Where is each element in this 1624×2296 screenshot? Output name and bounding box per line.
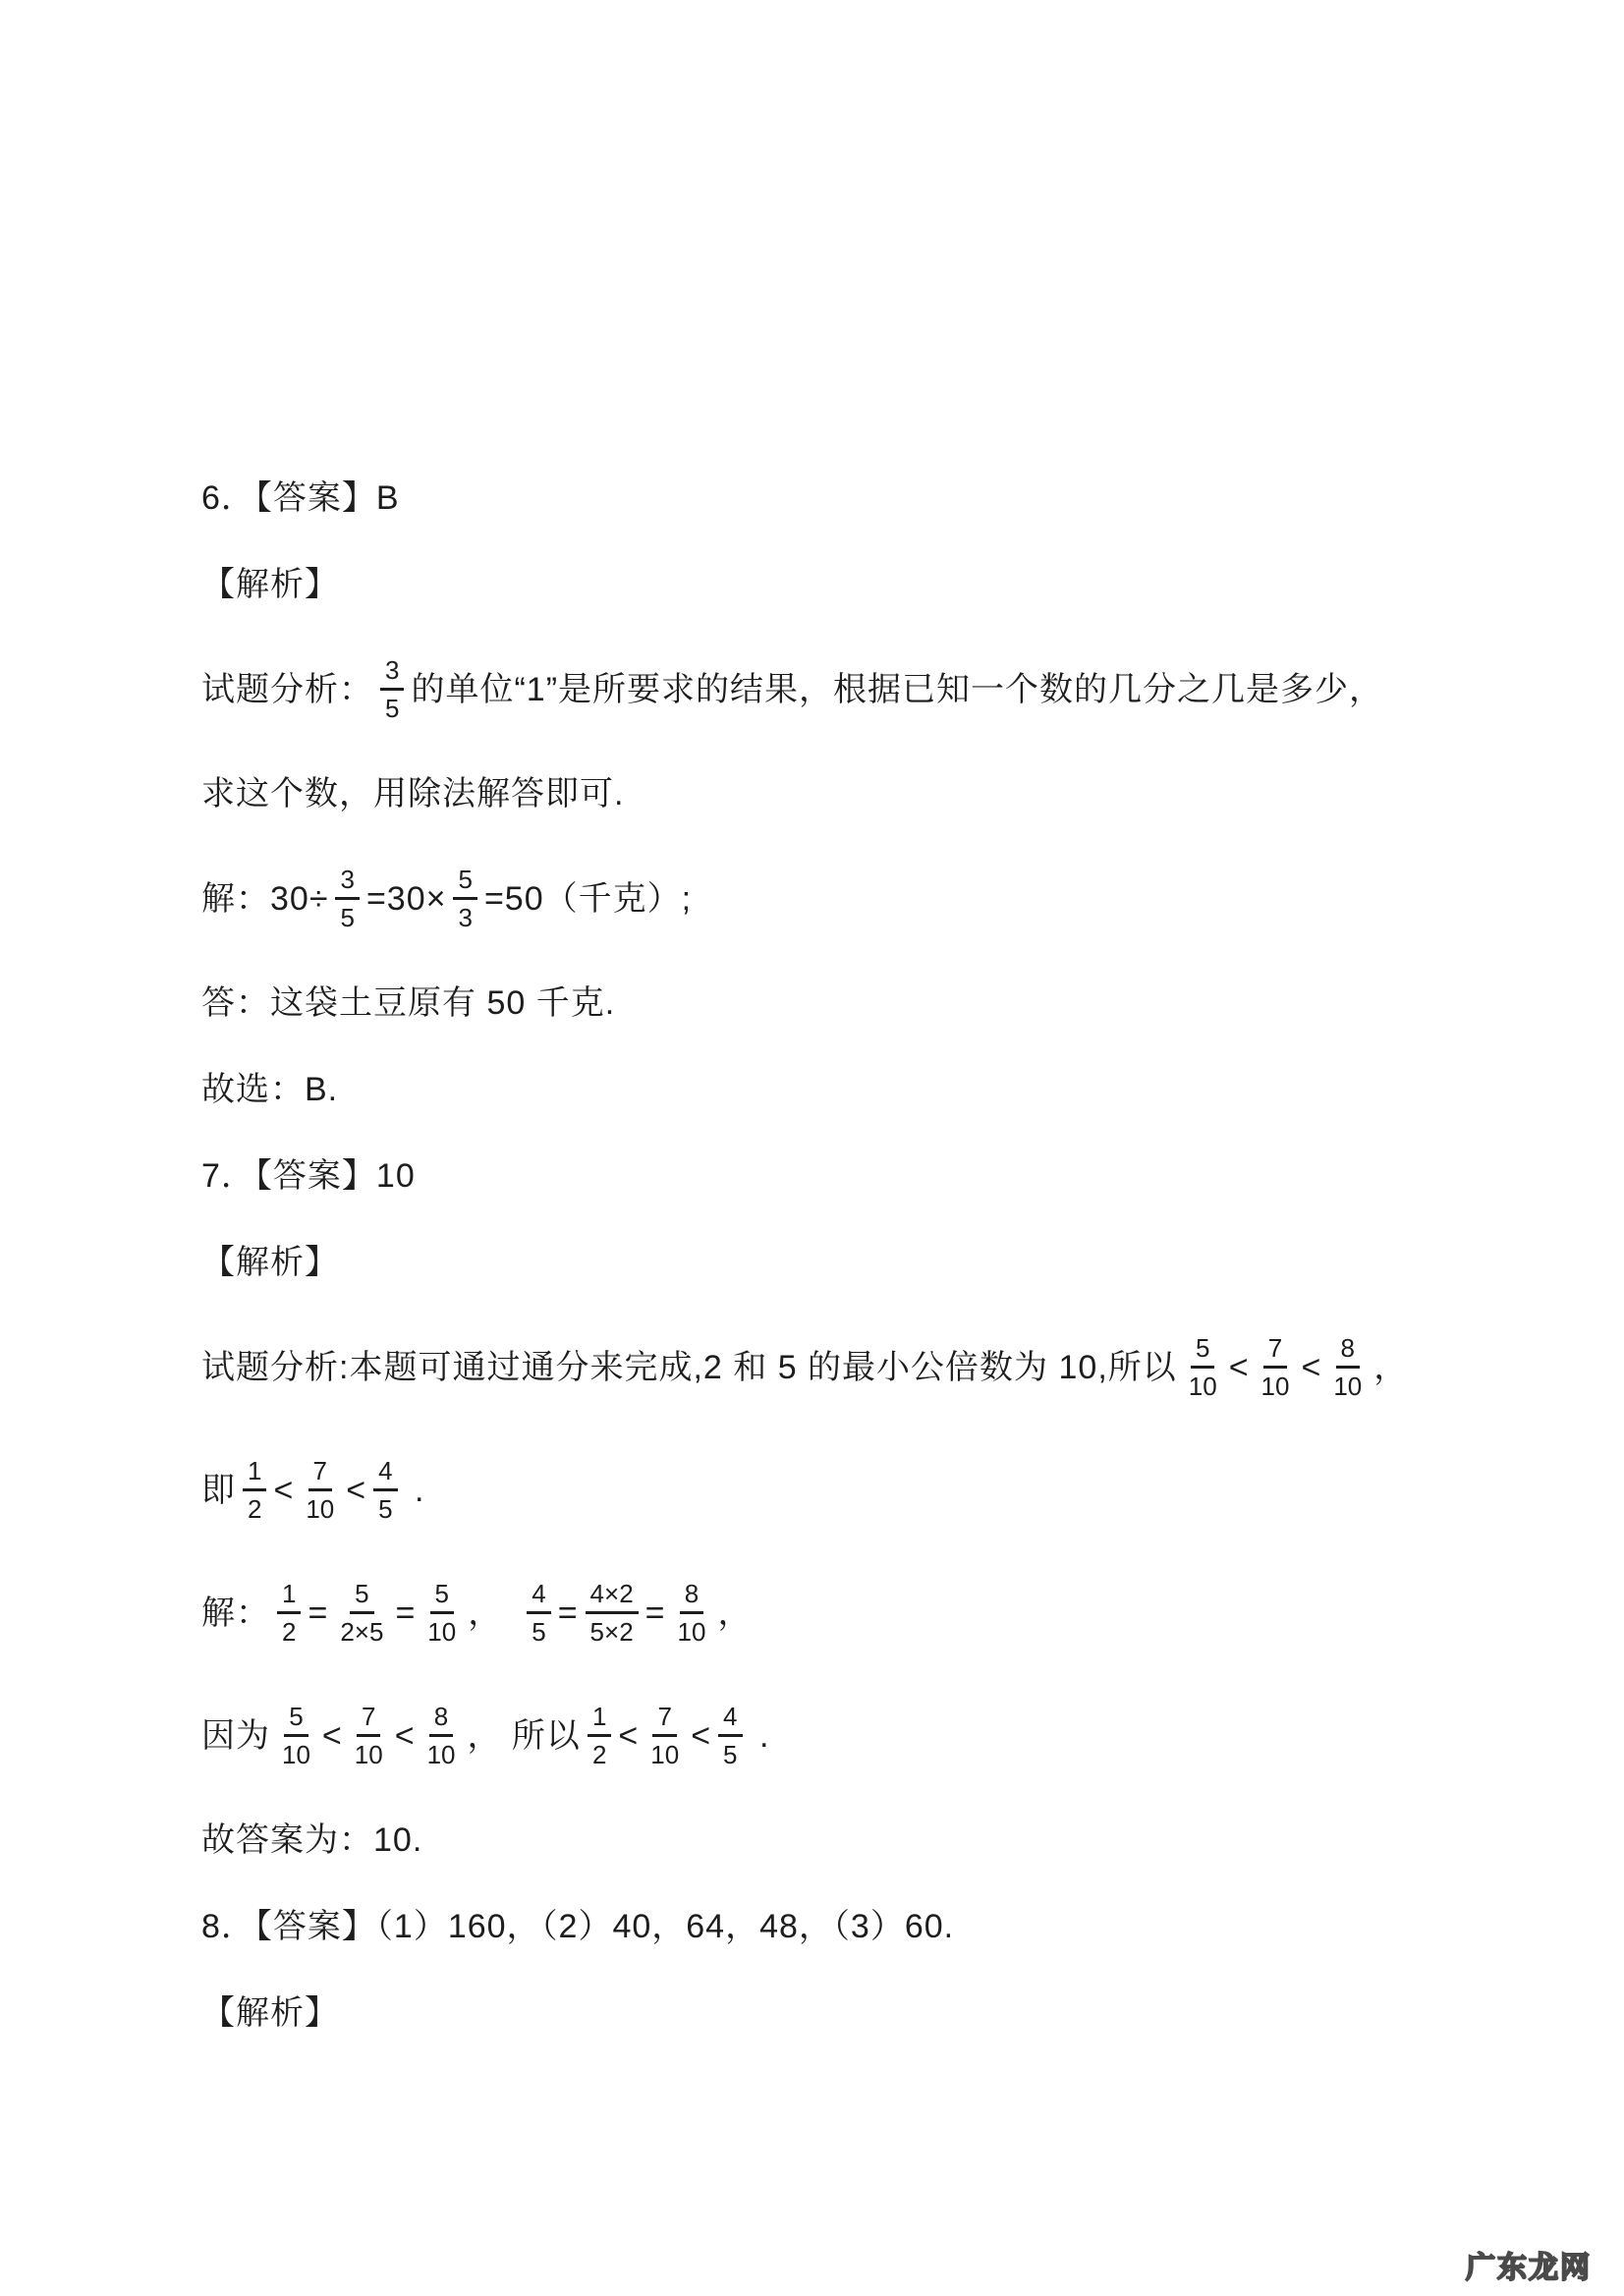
answer-statement-6 [201, 983, 1585, 1023]
fraction [380, 657, 404, 721]
answer-line-7 [201, 1156, 1585, 1196]
text-segment: < [618, 1716, 640, 1755]
fraction [422, 1704, 461, 1767]
fraction-denominator: 10 [1333, 1372, 1363, 1401]
fraction-denominator: 10 [427, 1617, 457, 1647]
fraction-denominator: 3 [458, 903, 473, 932]
solution-7 [201, 1575, 1585, 1651]
text-segment: = [395, 1594, 417, 1632]
fraction-numerator: 5 [284, 1704, 308, 1737]
analysis-7-sentence-2 [201, 1452, 1585, 1528]
text-segment: ， [717, 1594, 753, 1632]
analysis-6-sentence-2 [201, 774, 1585, 813]
analysis-7-sentence-1 [201, 1329, 1585, 1405]
fraction [243, 1458, 266, 1522]
fraction-numerator: 3 [380, 657, 404, 691]
fraction-numerator: 1 [588, 1704, 611, 1737]
text-segment: < [273, 1471, 295, 1509]
text-segment: 6．【答案】B [201, 479, 400, 517]
fraction-denominator: 10 [426, 1740, 456, 1769]
text-segment: 故答案为：10. [201, 1821, 423, 1859]
text-segment: < [1301, 1348, 1322, 1386]
text-segment: = [644, 1594, 666, 1632]
fraction-denominator: 10 [650, 1740, 680, 1769]
text-segment: ， [468, 1594, 521, 1632]
fraction-numerator: 5 [430, 1581, 454, 1614]
answer-line-8 [201, 1907, 1585, 1946]
text-segment: 求这个数，用除法解答即可. [201, 775, 625, 812]
fraction [1257, 1335, 1295, 1399]
fraction-numerator: 7 [357, 1704, 380, 1737]
fraction-denominator: 10 [677, 1617, 706, 1647]
analysis-header-8 [201, 1993, 1585, 2033]
document-body [201, 478, 1585, 2080]
fraction-denominator: 5 [532, 1617, 546, 1647]
solution-6 [201, 861, 1585, 936]
analysis-header-7 [201, 1243, 1585, 1282]
fraction-denominator: 10 [282, 1740, 310, 1769]
fraction [453, 867, 476, 930]
fraction-numerator: 5 [1191, 1335, 1214, 1369]
fraction-denominator: 10 [1260, 1372, 1290, 1401]
fraction [527, 1581, 550, 1645]
text-segment: 【解析】 [201, 566, 339, 603]
text-segment: 因为 [201, 1716, 270, 1755]
fraction-numerator: 4 [718, 1704, 742, 1737]
fraction-denominator: 5×2 [589, 1617, 634, 1647]
text-segment: < [394, 1716, 416, 1755]
text-segment: 试题分析： [201, 670, 373, 708]
text-segment: < [321, 1716, 343, 1755]
text-segment: 故选：B. [201, 1071, 339, 1108]
fraction [673, 1581, 711, 1645]
fraction-denominator: 2 [248, 1494, 262, 1524]
text-segment: 即 [201, 1471, 236, 1509]
fraction [301, 1458, 339, 1522]
fraction [588, 1704, 611, 1767]
fraction-numerator: 4 [373, 1458, 397, 1491]
fraction-denominator: 5 [723, 1740, 738, 1769]
fraction [645, 1704, 684, 1767]
text-segment: 的单位“1”是所要求的结果，根据已知一个数的几分之几是多少， [411, 670, 1384, 708]
fraction-denominator: 10 [354, 1740, 383, 1769]
fraction-denominator: 2 [591, 1740, 607, 1769]
fraction [373, 1458, 397, 1522]
fraction [586, 1581, 639, 1645]
text-segment: = [557, 1594, 579, 1632]
text-segment: =50（千克）; [483, 879, 693, 918]
fraction-numerator: 5 [453, 867, 476, 900]
fraction-denominator: 5 [340, 903, 355, 932]
text-segment: ， [1373, 1348, 1409, 1386]
text-segment: < [346, 1471, 367, 1509]
fraction-numerator: 1 [243, 1458, 266, 1491]
fraction-numerator: 7 [308, 1458, 332, 1491]
text-segment: < [1228, 1348, 1250, 1386]
fraction [277, 1704, 315, 1767]
text-segment: . [749, 1716, 770, 1755]
analysis-6-sentence-1 [201, 651, 1585, 727]
text-segment: . [404, 1471, 425, 1509]
fraction [718, 1704, 742, 1767]
answer-line-6 [201, 478, 1585, 518]
fraction-numerator: 1 [277, 1581, 301, 1614]
text-segment: 试题分析:本题可通过通分来完成,2 和 5 的最小公倍数为 10,所以 [201, 1348, 1177, 1386]
fraction-denominator: 10 [306, 1494, 335, 1524]
choice-6 [201, 1070, 1585, 1109]
final-answer-7 [201, 1820, 1585, 1860]
fraction [1328, 1335, 1367, 1399]
fraction-numerator: 7 [1263, 1335, 1287, 1369]
fraction-numerator: 8 [680, 1581, 703, 1614]
text-segment: 答：这袋土豆原有 50 千克. [201, 984, 616, 1022]
text-segment: 8．【答案】（1）160，（2）40，64，48，（3）60. [201, 1908, 955, 1945]
fraction-numerator: 3 [335, 867, 359, 900]
text-segment: 解：30÷ [201, 879, 329, 918]
fraction-denominator: 5 [378, 1494, 393, 1524]
conclusion-7 [201, 1698, 1585, 1773]
fraction-numerator: 8 [429, 1704, 453, 1737]
fraction-denominator: 2 [282, 1617, 297, 1647]
text-segment: 解： [201, 1594, 270, 1632]
text-segment: < [691, 1716, 712, 1755]
text-segment: = [308, 1594, 329, 1632]
fraction-denominator: 5 [385, 694, 400, 723]
fraction-denominator: 10 [1188, 1372, 1217, 1401]
fraction [350, 1704, 388, 1767]
watermark: 广东龙网 [1466, 2252, 1592, 2284]
text-segment: 【解析】 [201, 1994, 339, 2032]
fraction [1184, 1335, 1222, 1399]
fraction-numerator: 5 [350, 1581, 373, 1614]
fraction-denominator: 2×5 [340, 1617, 384, 1647]
fraction [422, 1581, 461, 1645]
fraction-numerator: 7 [652, 1704, 676, 1737]
text-segment: 7．【答案】10 [201, 1157, 416, 1195]
fraction-numerator: 4×2 [586, 1581, 639, 1614]
fraction [335, 1581, 388, 1645]
fraction-numerator: 4 [527, 1581, 550, 1614]
text-segment: =30× [365, 879, 447, 918]
fraction-numerator: 8 [1336, 1335, 1360, 1369]
text-segment: ， 所以 [467, 1716, 581, 1755]
text-segment: 【解析】 [201, 1244, 339, 1281]
analysis-header-6 [201, 565, 1585, 604]
fraction [335, 867, 359, 930]
fraction [277, 1581, 301, 1645]
